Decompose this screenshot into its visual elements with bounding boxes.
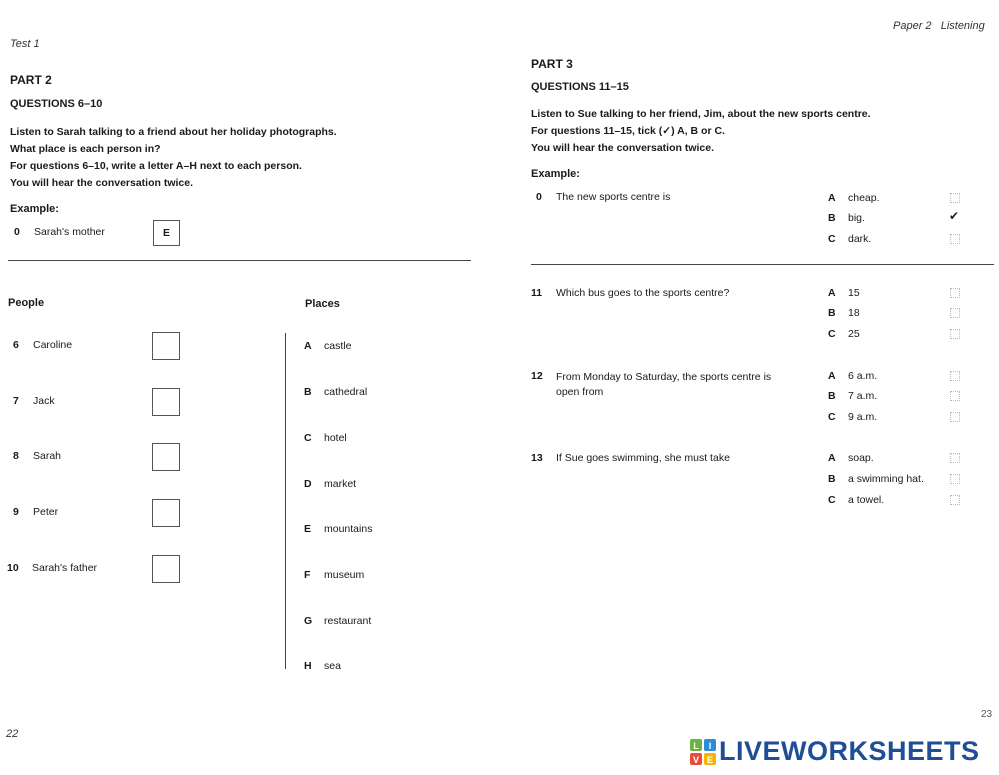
person-number: 10 xyxy=(7,562,19,574)
place-letter: H xyxy=(304,660,312,672)
tick-box xyxy=(950,193,960,203)
divider-right xyxy=(531,264,994,265)
tick-box-13a[interactable] xyxy=(950,453,960,463)
svg-text:E: E xyxy=(706,754,714,765)
place-letter: B xyxy=(304,386,312,398)
person-name: Sarah xyxy=(33,450,62,462)
page-header-left: Test 1 xyxy=(10,38,40,50)
question-number: 12 xyxy=(531,370,543,382)
place-letter: E xyxy=(304,523,312,535)
person-name: Caroline xyxy=(33,339,73,351)
part3-example-label: Example: xyxy=(531,168,580,180)
brand-logo-icon xyxy=(690,739,716,765)
option-text: soap. xyxy=(848,452,874,464)
option-text: 6 a.m. xyxy=(848,370,878,382)
place-name: cathedral xyxy=(324,386,368,398)
places-heading: Places xyxy=(305,298,340,310)
places-divider xyxy=(285,333,286,669)
example-answer-box: E xyxy=(153,220,180,246)
place-letter: A xyxy=(304,340,312,352)
brand-logo xyxy=(690,736,980,767)
option-text: 7 a.m. xyxy=(848,390,878,402)
part2-questions-title: QUESTIONS 6–10 xyxy=(10,98,103,110)
option-text: 9 a.m. xyxy=(848,411,878,423)
answer-box-6[interactable] xyxy=(152,332,180,360)
person-number: 9 xyxy=(13,506,19,518)
part2-example-label: Example: xyxy=(10,203,59,215)
answer-box-10[interactable] xyxy=(152,555,180,583)
part3-instructions: Listen to Sue talking to her friend, Jim, about the new sports centre. For questions 11–15, tick (✓) A, B or C. You will hear the conversation twice. xyxy=(531,108,871,154)
option-text: 15 xyxy=(848,287,860,299)
person-name: Jack xyxy=(33,395,55,407)
tick-box-12c[interactable] xyxy=(950,412,960,422)
place-name: mountains xyxy=(324,523,373,535)
place-name: restaurant xyxy=(324,615,372,627)
option-letter: A xyxy=(828,452,836,464)
answer-box-8[interactable] xyxy=(152,443,180,471)
tick-box-11c[interactable] xyxy=(950,329,960,339)
tick-box-12a[interactable] xyxy=(950,371,960,381)
option-letter: C xyxy=(828,328,836,340)
page-number-left: 22 xyxy=(6,728,19,740)
page-number-right: 23 xyxy=(981,709,993,720)
example-person: Sarah's mother xyxy=(34,226,105,238)
question-number: 11 xyxy=(531,287,543,299)
person-name: Peter xyxy=(33,506,59,518)
place-letter: G xyxy=(304,615,313,627)
tick-box-13c[interactable] xyxy=(950,495,960,505)
option-letter: C xyxy=(828,233,836,245)
svg-text:V: V xyxy=(692,754,700,765)
person-number: 6 xyxy=(13,339,19,351)
answer-box-9[interactable] xyxy=(152,499,180,527)
option-text: 18 xyxy=(848,307,860,319)
question-text: If Sue goes swimming, she must take xyxy=(556,452,730,464)
tick-box-11a[interactable] xyxy=(950,288,960,298)
option-letter: B xyxy=(828,390,836,402)
divider-left xyxy=(8,260,471,261)
place-letter: D xyxy=(304,478,312,490)
example-q-number: 0 xyxy=(536,191,542,203)
option-text: a swimming hat. xyxy=(848,473,924,485)
place-name: castle xyxy=(324,340,352,352)
place-letter: F xyxy=(304,569,311,581)
example-q-text: The new sports centre is xyxy=(556,191,671,203)
option-letter: B xyxy=(828,307,836,319)
part2-instructions: Listen to Sarah talking to a friend about her holiday photographs. What place is each person in? For questions 6–10, write a letter A–H next to each person. You will hear the conversation twice. xyxy=(10,126,337,189)
page-header-right: Paper 2 Listening xyxy=(893,20,985,32)
option-letter: B xyxy=(828,212,836,224)
person-number: 7 xyxy=(13,395,19,407)
option-text: dark. xyxy=(848,233,872,245)
person-number: 8 xyxy=(13,450,19,462)
part2-title: PART 2 xyxy=(10,73,52,87)
part3-title: PART 3 xyxy=(531,57,573,71)
place-name: sea xyxy=(324,660,341,672)
tick-box-12b[interactable] xyxy=(950,391,960,401)
tick-box-13b[interactable] xyxy=(950,474,960,484)
person-name: Sarah's father xyxy=(32,562,98,574)
option-letter: C xyxy=(828,494,836,506)
tick-box xyxy=(950,234,960,244)
svg-text:I: I xyxy=(708,740,712,751)
place-name: hotel xyxy=(324,432,347,444)
answer-box-7[interactable] xyxy=(152,388,180,416)
option-letter: B xyxy=(828,473,836,485)
svg-text:L: L xyxy=(693,740,699,751)
place-name: market xyxy=(324,478,357,490)
place-letter: C xyxy=(304,432,312,444)
option-letter: C xyxy=(828,411,836,423)
tick-mark-icon: ✔ xyxy=(949,209,960,223)
question-number: 13 xyxy=(531,452,543,464)
option-text: big. xyxy=(848,212,865,224)
place-name: museum xyxy=(324,569,365,581)
example-number: 0 xyxy=(14,226,20,238)
option-text: a towel. xyxy=(848,494,885,506)
option-text: 25 xyxy=(848,328,860,340)
people-heading: People xyxy=(8,297,45,309)
brand-name: LIVEWORKSHEETS xyxy=(719,736,980,766)
option-letter: A xyxy=(828,287,836,299)
option-letter: A xyxy=(828,192,836,204)
question-text: From Monday to Saturday, the sports centre is open from xyxy=(556,371,772,398)
question-text: Which bus goes to the sports centre? xyxy=(556,287,730,299)
option-letter: A xyxy=(828,370,836,382)
option-text: cheap. xyxy=(848,192,880,204)
part3-questions-title: QUESTIONS 11–15 xyxy=(531,81,629,93)
tick-box-11b[interactable] xyxy=(950,308,960,318)
